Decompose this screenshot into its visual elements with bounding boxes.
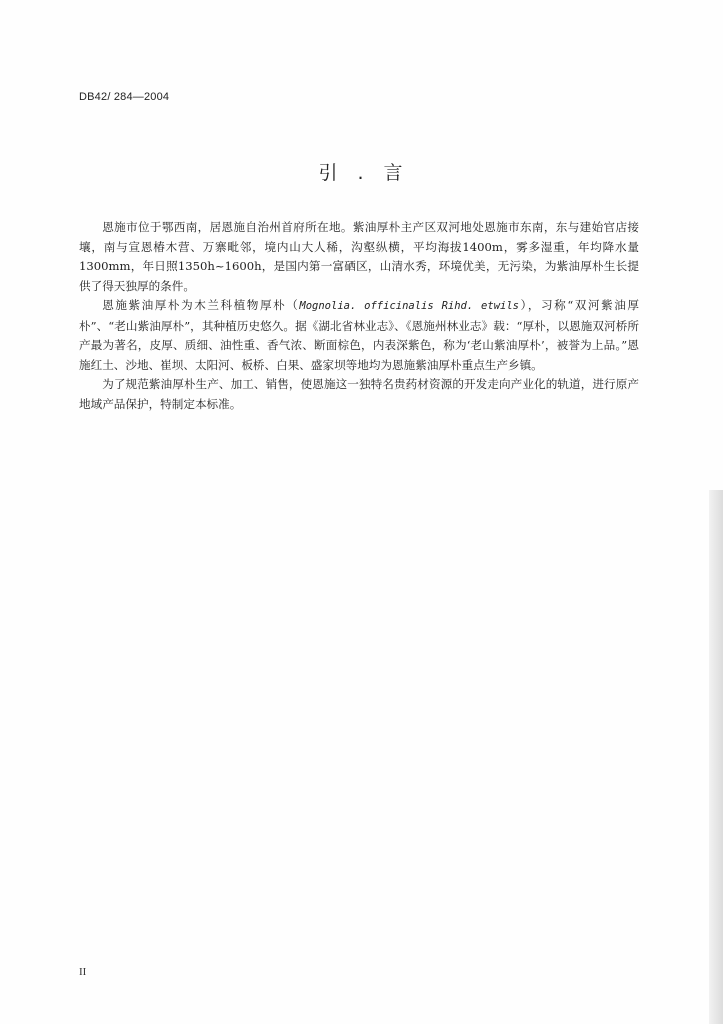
title-dot: . bbox=[357, 162, 366, 184]
paragraph-2-before: 恩施紫油厚朴为木兰科植物厚朴（ bbox=[102, 298, 300, 312]
page-edge-shadow bbox=[709, 490, 723, 1024]
paragraph-2-after: ），习称“双河紫油厚朴”、“老山紫油厚朴”，其种植历史悠久。据《湖北省林业志》、《恩施州林业志》载：“厚朴，以恩施双河桥所产最为著名，皮厚、质细、油性重、香气浓、断面棕色，内表深紫色，称为‘老山紫油厚朴’，被誉为上品。”恩施红土、沙地、崔坝、太阳河、板桥、白果、盛家坝等地均为恩施紫油厚朴重点生产乡镇。 bbox=[79, 298, 639, 372]
paragraph-1: 恩施市位于鄂西南，居恩施自治州首府所在地。紫油厚朴主产区双河地处恩施市东南，东与建始官店接壤，南与宣恩椿木营、万寨毗邻，境内山大人稀，沟壑纵横，平均海拔1400m，雾多湿重，年均降水量1300mm，年日照1350h~1600h，是国内第一富硒区，山清水秀，环境优美，无污染，为紫油厚朴生长提供了得天独厚的条件。 bbox=[79, 220, 639, 293]
page-title bbox=[0, 158, 723, 185]
latin-name: Mognolia. officinalis Rihd. etwils bbox=[299, 300, 519, 312]
title-char-1: 引 bbox=[318, 162, 340, 184]
paragraph-3: 为了规范紫油厚朴生产、加工、销售，使恩施这一独特名贵药材资源的开发走向产业化的轨道，进行原产地域产品保护，特制定本标准。 bbox=[79, 377, 639, 411]
paragraph-2 bbox=[79, 296, 639, 375]
document-code: DB42/ 284—2004 bbox=[79, 91, 170, 103]
title-char-2: 言 bbox=[383, 162, 405, 184]
page-number: II bbox=[79, 966, 87, 978]
body-text bbox=[79, 218, 639, 414]
